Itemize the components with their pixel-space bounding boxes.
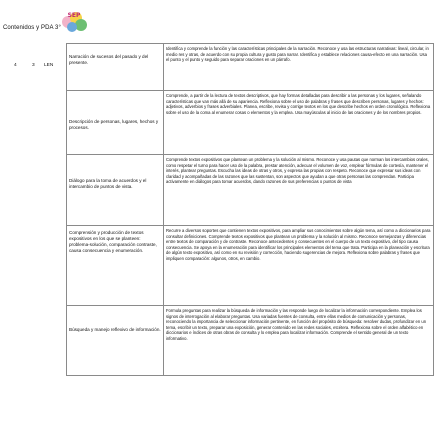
- table-row: [66, 43, 434, 91]
- logo: [59, 8, 89, 36]
- logo-text: SEP: [67, 12, 81, 19]
- description-cell: Recurre a diversos soportes que contienen textos expositivos, para ampliar sus conocimientos sobre algún tema, así como a diccionarios para consultar definiciones. Comprende textos expositivos que plantean un problema y la solución al mismo. Reconoce semejanzas y diferencias entre textos de comparación y de contraste. Reconoce antecedentes y consecuentes en el cuerpo de un texto expositivo, del tipo causa consecuencia. Se apoya en la enumeración para identificar los principales elementos del tema que trata. Participa en la planeación y escritura de algún texto expositivo, así como en su revisión y corrección, haciendo sugerencias de mejora. Reflexiona sobre palabras y frases que impliquen comparación: algunos, otros, en cambio.: [166, 228, 431, 261]
- topic-cell: Diálogo para la toma de acuerdos y el intercambio de puntos de vista.: [67, 155, 164, 225]
- description-cell: Formula preguntas para realizar la búsqueda de información y las responde luego de localizar la información correspondiente. Emplea los signos de interrogación al elaborar preguntas. Usa variadas fuentes de consulta, entre ellas medios de comunicación y personas, reconociendo la importancia de seleccionar información pertinente, en función del propósito de búsqueda: resolver dudas, profundizar en un tema, escribir un texto, preparar una exposición, generar contenido en las redes sociales, etcétera. Reflexiona sobre el orden alfabético en diccionarios e índices de otras obras de consulta y lo emplea para localizar información. Comprende el sentido general de un texto informativo.: [166, 308, 427, 341]
- description-cell: Comprende, a partir de la lectura de textos descriptivos, que hay formas detalladas para describir a las personas y los lugares, señalando características que van más allá de su apariencia. Reflexiona sobre el uso de palabras y frases que describen personas, lugares y hechos: adjetivos, adverbios y frases adverbiales. Planea, escribe, revisa y corrige textos en los que describe hechos en orden cronológico. Reflexiona sobre el uso de la coma al enumerar cosas o elementos y la emplea. Usa mayúsculas al inicio de las oraciones y de los nombres propios.: [166, 93, 431, 115]
- topic-cell: Comprensión y producción de textos expositivos en los que se planteen: problema-solución, comparación contraste, causa consecuencia y enumeración.: [67, 226, 164, 305]
- topic-cell: Descripción de personas, lugares, hechos y procesos.: [67, 91, 164, 154]
- topic-cell: Búsqueda y manejo reflexivo de información.: [67, 306, 164, 375]
- subject-value: LEN: [44, 63, 54, 68]
- grade-value: 4: [14, 63, 17, 68]
- topic-cell: Narración de sucesos del pasado y del presente.: [67, 44, 164, 90]
- description-cell: Identifica y comprende la función y las características principales de la narración. Reconoce y usa las estructuras narrativas: lineal, circular, in medio res y otras, de acuerdo con su propia cultura y gusto para narrar. Identifica y establece relaciones causa-efecto en una narración. Usa el punto y el punto y seguido para separar oraciones en un párrafo.: [166, 46, 429, 63]
- level-value: 3: [32, 63, 35, 68]
- content-table: [66, 43, 434, 376]
- description-cell: Comprende textos expositivos que plantean un problema y la solución al mismo. Reconoce y usa pautas que norman los intercambios orales, como respetar el turno para hacer uso de la palabra, prestar atención, adecuar el volumen de voz, emplear fórmulas de cortesía, mantener el interés, plantear preguntas. Escucha las ideas de otras y otros, y expresa las propias con respeto. Reconoce que expresar sus ideas con claridad y acompañadas de las razones que las sustentan, son aspectos que ayudan a que otras personas las comprendan. Participa activamente en diálogos para tomar acuerdos, dando razones de sus preferencias o puntos de vista: [166, 157, 429, 185]
- table-row: [66, 306, 434, 376]
- table-row: [66, 155, 434, 226]
- table-row: [66, 226, 434, 306]
- document-title: Contenidos y PDA 3°: [3, 25, 61, 31]
- table-row: [66, 91, 434, 155]
